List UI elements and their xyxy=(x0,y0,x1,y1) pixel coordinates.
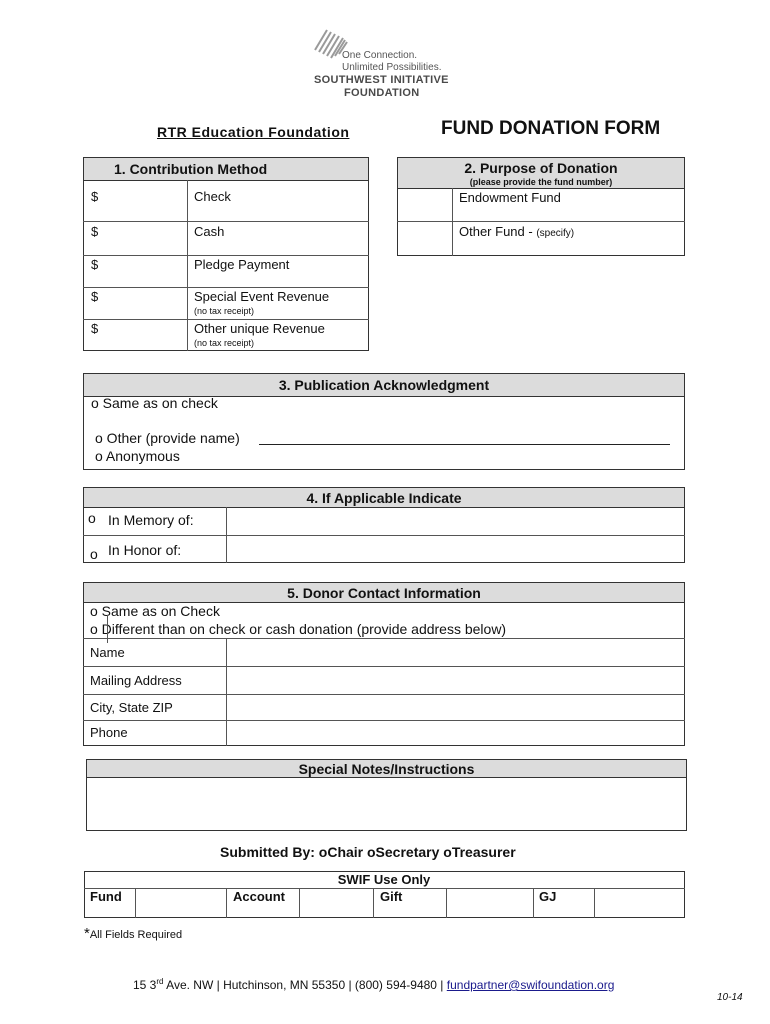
form-title: FUND DONATION FORM xyxy=(441,118,661,139)
cash-amount-field[interactable]: $ xyxy=(91,224,99,239)
other-fund-label xyxy=(459,224,574,239)
logo-tagline-1: One Connection. xyxy=(342,50,418,61)
check-amount-field[interactable]: $ xyxy=(91,189,99,204)
pledge-label: Pledge Payment xyxy=(194,257,290,272)
notes-textarea[interactable] xyxy=(86,777,687,831)
footer-addr-sup: rd xyxy=(156,977,164,986)
required-text: All Fields Required xyxy=(89,929,183,941)
footer-email-link[interactable]: fundpartner@swifoundation.org xyxy=(446,978,615,992)
org-title: RTR Education Foundation xyxy=(157,124,350,140)
section2-subtitle: (please provide the fund number) xyxy=(469,177,613,187)
footer-address xyxy=(133,977,614,992)
in-honor-label: In Honor of: xyxy=(108,542,182,558)
section5-header: 5. Donor Contact Information xyxy=(83,582,685,603)
other-revenue-label: Other unique Revenue xyxy=(194,321,325,336)
swif-header: SWIF Use Only xyxy=(337,872,431,887)
honor-bullet[interactable]: o xyxy=(90,546,98,562)
other-revenue-note: (no tax receipt) xyxy=(194,338,255,348)
endowment-fund-label: Endowment Fund xyxy=(459,190,561,205)
same-as-check-option[interactable]: o Same as on check xyxy=(91,395,218,411)
section3-header: 3. Publication Acknowledgment xyxy=(83,373,685,397)
logo-tagline-2: Unlimited Possibilities. xyxy=(342,62,442,73)
required-note xyxy=(84,925,182,942)
pledge-amount-field[interactable]: $ xyxy=(91,257,99,272)
swif-account-label: Account xyxy=(233,889,285,904)
special-event-amount-field[interactable]: $ xyxy=(91,289,99,304)
special-event-label: Special Event Revenue xyxy=(194,289,330,304)
cash-label: Cash xyxy=(194,224,225,239)
logo-text xyxy=(314,50,449,100)
form-version: 10-14 xyxy=(717,992,743,1003)
logo-name-1: SOUTHWEST INITIATIVE xyxy=(314,74,449,86)
same-as-check-contact-option[interactable]: o Same as on Check xyxy=(90,603,220,619)
city-state-zip-label: City, State ZIP xyxy=(90,700,173,715)
special-event-note: (no tax receipt) xyxy=(194,306,255,316)
section2-title: 2. Purpose of Donation xyxy=(464,160,618,176)
phone-label: Phone xyxy=(90,725,128,740)
mailing-address-label: Mailing Address xyxy=(90,673,182,688)
section2-header xyxy=(397,157,685,189)
other-fund-text: Other Fund - xyxy=(459,224,537,239)
logo-name-2: FOUNDATION xyxy=(344,87,420,99)
in-memory-label: In Memory of: xyxy=(108,512,194,528)
anonymous-option[interactable]: o Anonymous xyxy=(95,448,180,464)
swif-gift-label: Gift xyxy=(380,889,403,904)
section4-header: 4. If Applicable Indicate xyxy=(83,487,685,508)
other-fund-note: (specify) xyxy=(536,228,575,239)
memory-bullet[interactable]: o xyxy=(88,510,96,526)
submitted-by-text: Submitted By: oChair oSecretary oTreasurer xyxy=(220,844,516,860)
other-revenue-amount-field[interactable]: $ xyxy=(91,321,99,336)
required-asterisk: * xyxy=(84,925,90,942)
other-name-option[interactable]: o Other (provide name) xyxy=(95,430,240,446)
check-label: Check xyxy=(194,189,231,204)
name-label: Name xyxy=(90,645,125,660)
footer-addr-post: Ave. NW | Hutchinson, MN 55350 | (800) 594-9480 | xyxy=(163,978,447,992)
swif-gj-label: GJ xyxy=(539,889,557,904)
swif-fund-label: Fund xyxy=(90,889,122,904)
section1-header: 1. Contribution Method xyxy=(83,157,369,181)
different-address-option[interactable]: o Different than on check or cash donation (provide address below) xyxy=(90,621,507,637)
footer-addr-pre: 15 3 xyxy=(133,978,157,992)
notes-header: Special Notes/Instructions xyxy=(86,759,687,778)
other-name-line[interactable] xyxy=(259,444,670,445)
